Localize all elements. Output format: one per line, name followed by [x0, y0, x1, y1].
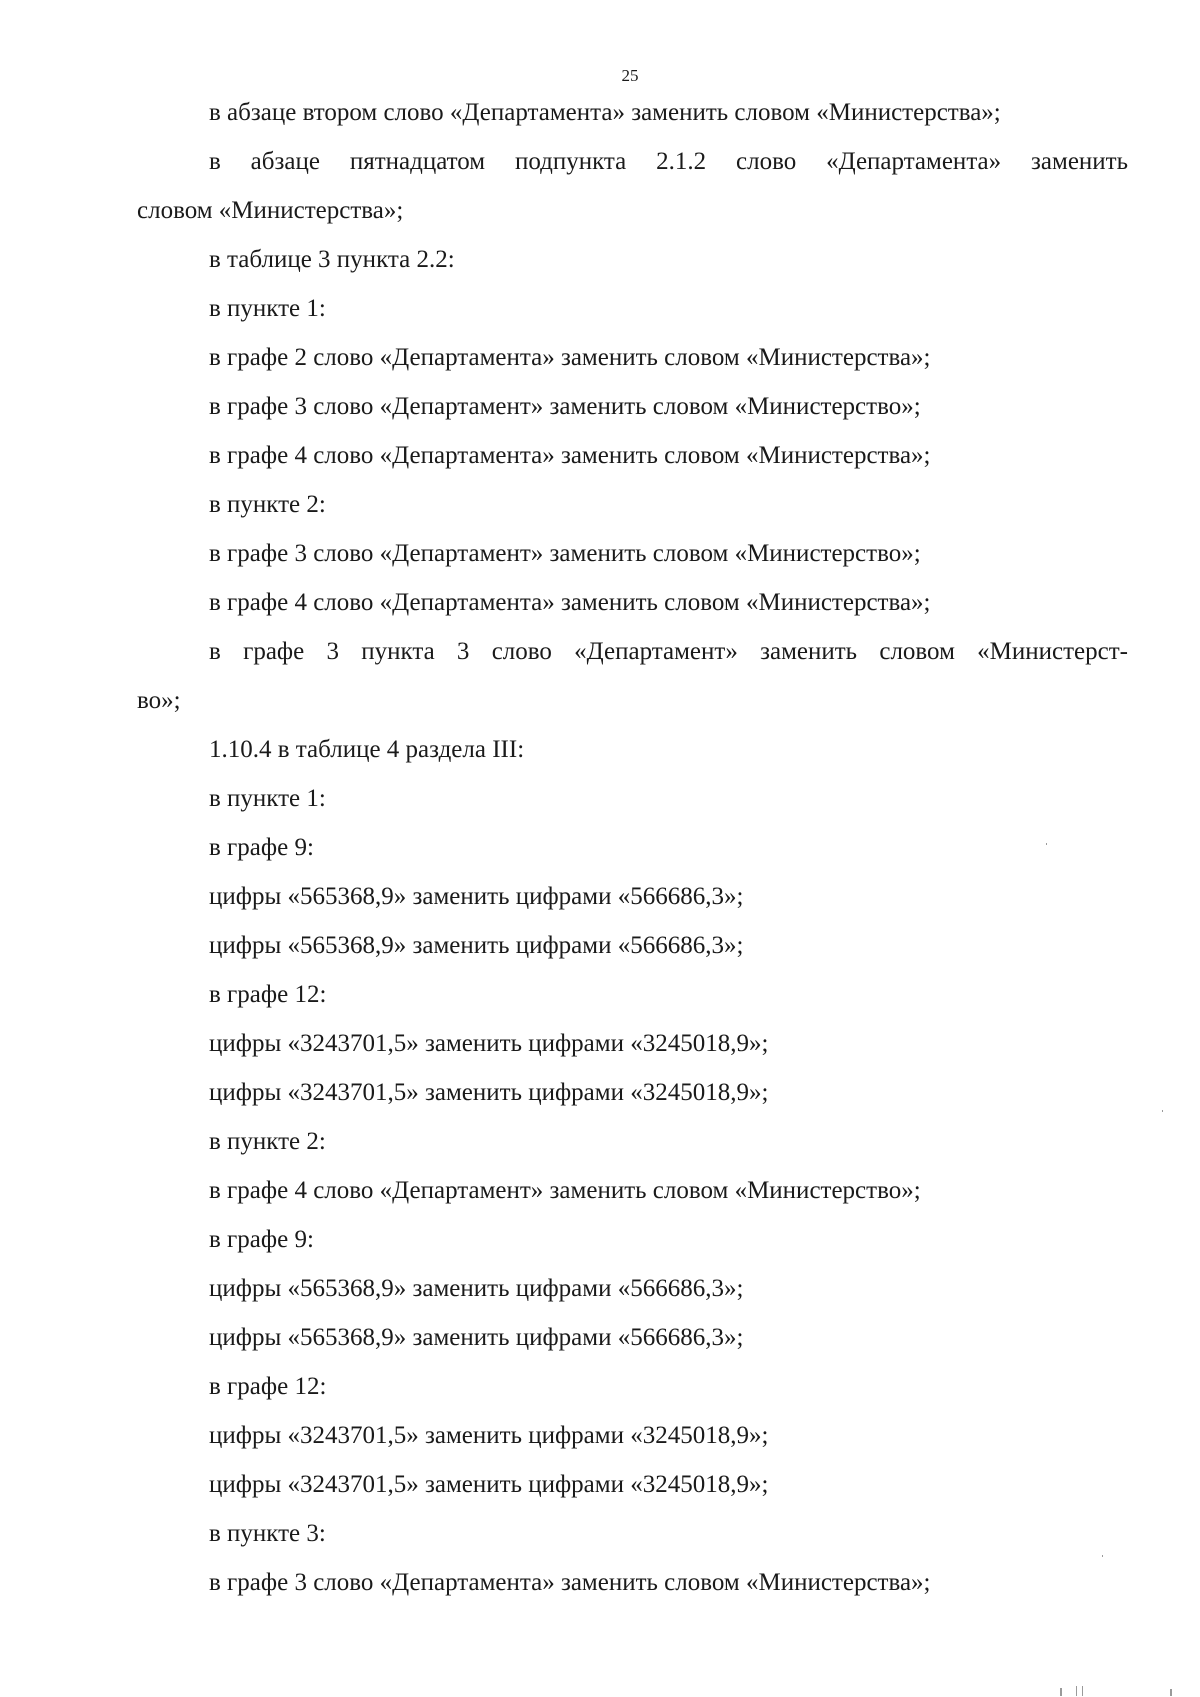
paragraph-line: в графе 4 слово «Департамента» заменить словом «Министерства»; — [209, 442, 931, 469]
paragraph-line: в графе 12: — [209, 981, 327, 1008]
paragraph-line: в графе 12: — [209, 1373, 327, 1400]
paragraph-line: в абзаце пятнадцатом подпункта 2.1.2 слово «Департамента» заменить — [209, 148, 1128, 175]
paragraph-line: в графе 4 слово «Департамент» заменить словом «Министерство»; — [209, 1177, 921, 1204]
scan-artifact — [1060, 1688, 1062, 1696]
paragraph-line: цифры «565368,9» заменить цифрами «566686,3»; — [209, 1275, 744, 1302]
scan-artifact — [1082, 1686, 1083, 1696]
scan-artifact — [1102, 1555, 1103, 1557]
paragraph-line-continuation: во»; — [137, 687, 181, 714]
paragraph-line: в пункте 3: — [209, 1520, 326, 1547]
paragraph-line-continuation: словом «Министерства»; — [137, 197, 404, 224]
paragraph-line: в графе 2 слово «Департамента» заменить словом «Министерства»; — [209, 344, 931, 371]
paragraph-line: в пункте 2: — [209, 491, 326, 518]
page-number: 25 — [621, 66, 639, 85]
scan-artifact — [1076, 1686, 1077, 1696]
scan-artifact — [1162, 1110, 1163, 1112]
paragraph-line: цифры «3243701,5» заменить цифрами «3245018,9»; — [209, 1471, 769, 1498]
paragraph-line: цифры «3243701,5» заменить цифрами «3245018,9»; — [209, 1079, 769, 1106]
paragraph-line: в абзаце втором слово «Департамента» заменить словом «Министерства»; — [209, 99, 1001, 126]
paragraph-line: в графе 3 пункта 3 слово «Департамент» заменить словом «Министерст- — [209, 638, 1128, 665]
paragraph-line: в графе 3 слово «Департамент» заменить словом «Министерство»; — [209, 393, 921, 420]
document-body — [137, 88, 1128, 1607]
paragraph-line: в пункте 2: — [209, 1128, 326, 1155]
paragraph-line: цифры «565368,9» заменить цифрами «566686,3»; — [209, 883, 744, 910]
paragraph-line: в таблице 3 пункта 2.2: — [209, 246, 455, 273]
paragraph-line: 1.10.4 в таблице 4 раздела III: — [209, 736, 525, 763]
paragraph-line: цифры «565368,9» заменить цифрами «566686,3»; — [209, 1324, 744, 1351]
paragraph-line: цифры «3243701,5» заменить цифрами «3245018,9»; — [209, 1422, 769, 1449]
paragraph-line: в графе 9: — [209, 834, 314, 861]
paragraph-line: в графе 4 слово «Департамента» заменить словом «Министерства»; — [209, 589, 931, 616]
paragraph-line: в графе 3 слово «Департамента» заменить словом «Министерства»; — [209, 1569, 931, 1596]
paragraph-line: в графе 9: — [209, 1226, 314, 1253]
paragraph-line: в пункте 1: — [209, 785, 326, 812]
scan-artifact — [1170, 1689, 1172, 1696]
paragraph-line: в пункте 1: — [209, 295, 326, 322]
paragraph-line: цифры «565368,9» заменить цифрами «566686,3»; — [209, 932, 744, 959]
paragraph-line: цифры «3243701,5» заменить цифрами «3245018,9»; — [209, 1030, 769, 1057]
scan-artifact — [1046, 843, 1047, 845]
paragraph-line: в графе 3 слово «Департамент» заменить словом «Министерство»; — [209, 540, 921, 567]
